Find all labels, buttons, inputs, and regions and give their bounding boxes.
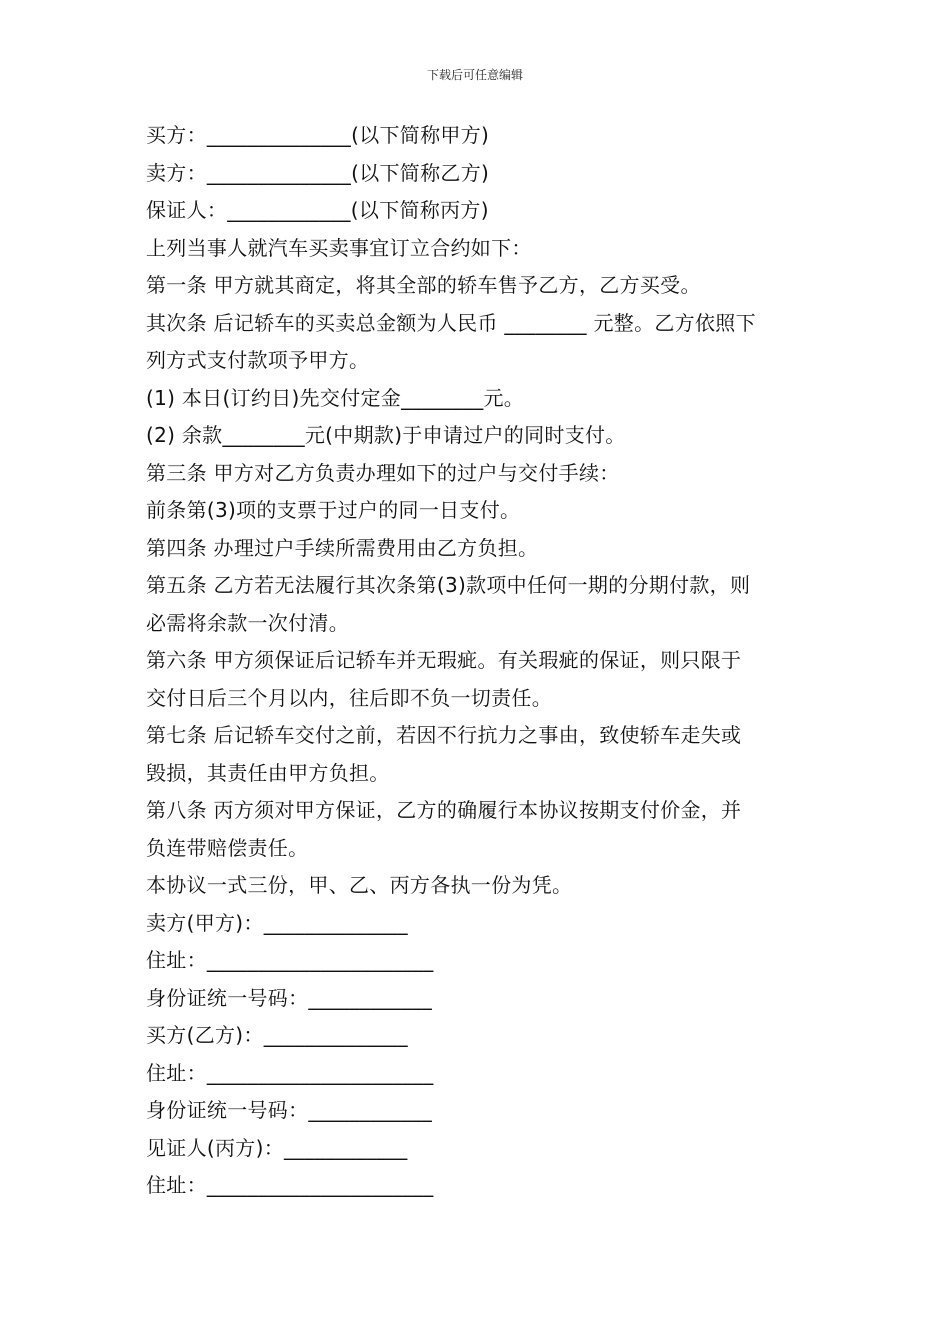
article-7-line-1: 第七条 后记轿车交付之前，若因不行抗力之事由，致使轿车走失或 [146,723,742,747]
guarantor-line: 保证人：____________(以下简称丙方) [146,198,489,222]
article-8-line-1: 第八条 丙方须对甲方保证，乙方的确履行本协议按期支付价金，并 [146,798,742,822]
buyer-line: 买方：______________(以下简称甲方) [146,123,490,147]
seller-address-line: 住址：______________________ [146,948,434,972]
seller-line: 卖方：______________(以下简称乙方) [146,160,490,185]
article-3: 第三条 甲方对乙方负责办理如下的过户与交付手续： [146,460,620,485]
article-7-line-2: 毁损，其责任由甲方负担。 [146,760,390,785]
page-header: 下载后可任意编辑 [426,68,523,82]
buyer-id-line: 身份证统一号码：____________ [146,1098,432,1122]
article-4: 第四条 办理过户手续所需费用由乙方负担。 [146,535,539,560]
article-6-line-2: 交付日后三个月以内，往后即不负一切责任。 [146,685,552,710]
copies-clause: 本协议一式三份，甲、乙、丙方各执一份为凭。 [146,873,573,897]
article-6-line-1: 第六条 甲方须保证后记轿车并无瑕疵。有关瑕疵的保证，则只限于 [146,648,742,672]
article-8-line-2: 负连带赔偿责任。 [146,835,309,860]
article-1: 第一条 甲方就其商定，将其全部的轿车售予乙方，乙方买受。 [146,273,701,297]
buyer-address-line: 住址：______________________ [146,1060,434,1085]
article-3-detail: 前条第(3)项的支票于过户的同一日支付。 [146,498,521,522]
payment-item-2: (2) 余款________元(中期款)于申请过户的同时支付。 [146,423,626,447]
witness-signature-line: 见证人(丙方)：____________ [146,1135,408,1160]
contract-body [146,117,811,1205]
witness-address-line: 住址：______________________ [146,1173,434,1197]
preamble: 上列当事人就汽车买卖事宜订立合约如下： [146,235,532,260]
article-5-line-2: 必需将余款一次付清。 [146,610,349,635]
payment-item-1: (1) 本日(订约日)先交付定金________元。 [146,385,525,410]
article-2-line-2: 列方式支付款项予甲方。 [146,348,370,372]
seller-signature-line: 卖方(甲方)：______________ [146,910,408,935]
article-5-line-1: 第五条 乙方若无法履行其次条第(3)款项中任何一期的分期付款，则 [146,573,751,597]
buyer-signature-line: 买方(乙方)：______________ [146,1023,408,1047]
article-2-line-1: 其次条 后记轿车的买卖总金额为人民币 ________ 元整。乙方依照下 [146,310,756,335]
seller-id-line: 身份证统一号码：____________ [146,985,432,1010]
